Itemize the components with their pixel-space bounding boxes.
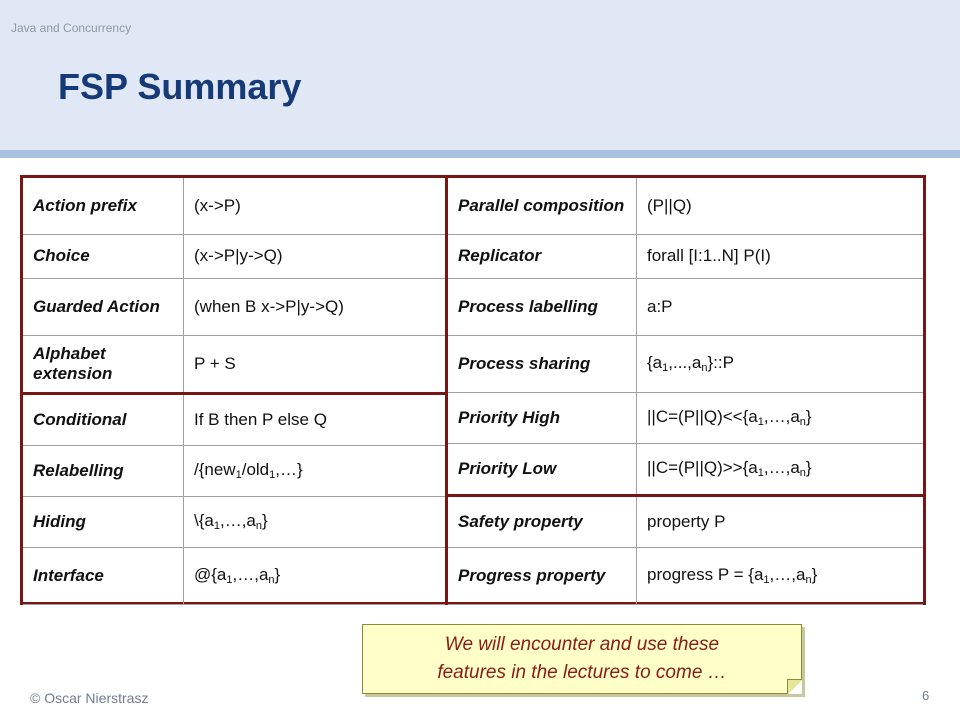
right-table (445, 178, 923, 605)
row-value: progress $P = \{a_1,\dots,a_n\}$ (637, 548, 924, 605)
row-value: $@\{a_1,\dots,a_n\}$ (184, 548, 446, 605)
table-row (447, 444, 924, 496)
table-row (447, 496, 924, 548)
header-rule (0, 150, 960, 158)
row-value: $||C=(P||Q)>>\{a_1,\dots,a_n\}$ (637, 444, 924, 496)
row-key: Parallel composition (447, 178, 637, 235)
row-value: property P (637, 496, 924, 548)
row-key: Hiding (23, 497, 184, 548)
row-key: Guarded Action (23, 279, 184, 336)
table-row (447, 178, 924, 235)
left-table (23, 178, 445, 605)
row-value: P + S (184, 336, 446, 394)
row-key: Choice (23, 235, 184, 279)
table-row (447, 279, 924, 336)
row-value: (x->P|y->Q) (184, 235, 446, 279)
row-key: Safety property (447, 496, 637, 548)
page-number: 6 (922, 688, 930, 703)
row-key: Alphabet extension (23, 336, 184, 394)
table-row (23, 235, 445, 279)
row-value: a:P (637, 279, 924, 336)
row-key: Priority High (447, 393, 637, 444)
row-key: Replicator (447, 235, 637, 279)
table-row (23, 446, 445, 497)
row-key: Interface (23, 548, 184, 605)
table-row (23, 497, 445, 548)
footer-author: © Oscar Nierstrasz (30, 690, 149, 706)
table-row (447, 336, 924, 393)
table-row (23, 178, 445, 235)
row-key: Action prefix (23, 178, 184, 235)
fsp-summary-table (20, 175, 926, 605)
note-line-2: features in the lectures to come … (437, 662, 727, 683)
row-key: Progress property (447, 548, 637, 605)
row-value: (P||Q) (637, 178, 924, 235)
row-value: /{new$_1$/old$_1$,…} (184, 446, 446, 497)
row-value: $\{a_1,...,a_n\}::P$ (637, 336, 924, 393)
row-value: $||C=(P||Q)<<\{a_1,\dots,a_n\}$ (637, 393, 924, 444)
table-row (447, 393, 924, 444)
table-row (23, 279, 445, 336)
row-key: Process sharing (447, 336, 637, 393)
note-line-1: We will encounter and use these (444, 634, 720, 655)
table-row (23, 394, 445, 446)
row-value: If B then P else Q (184, 394, 446, 446)
table-row (23, 548, 445, 605)
page-curl-icon (787, 679, 802, 694)
row-value: $\backslash\{a_1,\dots,a_n\}$ (184, 497, 446, 548)
row-key: Priority Low (447, 444, 637, 496)
course-name: Java and Concurrency (11, 21, 132, 35)
row-key: Relabelling (23, 446, 184, 497)
table-row (447, 548, 924, 605)
slide-title: FSP Summary (58, 66, 302, 107)
row-value: (x->P) (184, 178, 446, 235)
table-row (447, 235, 924, 279)
row-value: forall [I:1..N] P(I) (637, 235, 924, 279)
table-row (23, 336, 445, 394)
row-value: (when B x->P|y->Q) (184, 279, 446, 336)
callout-note (362, 624, 802, 694)
row-key: Process labelling (447, 279, 637, 336)
row-key: Conditional (23, 394, 184, 446)
